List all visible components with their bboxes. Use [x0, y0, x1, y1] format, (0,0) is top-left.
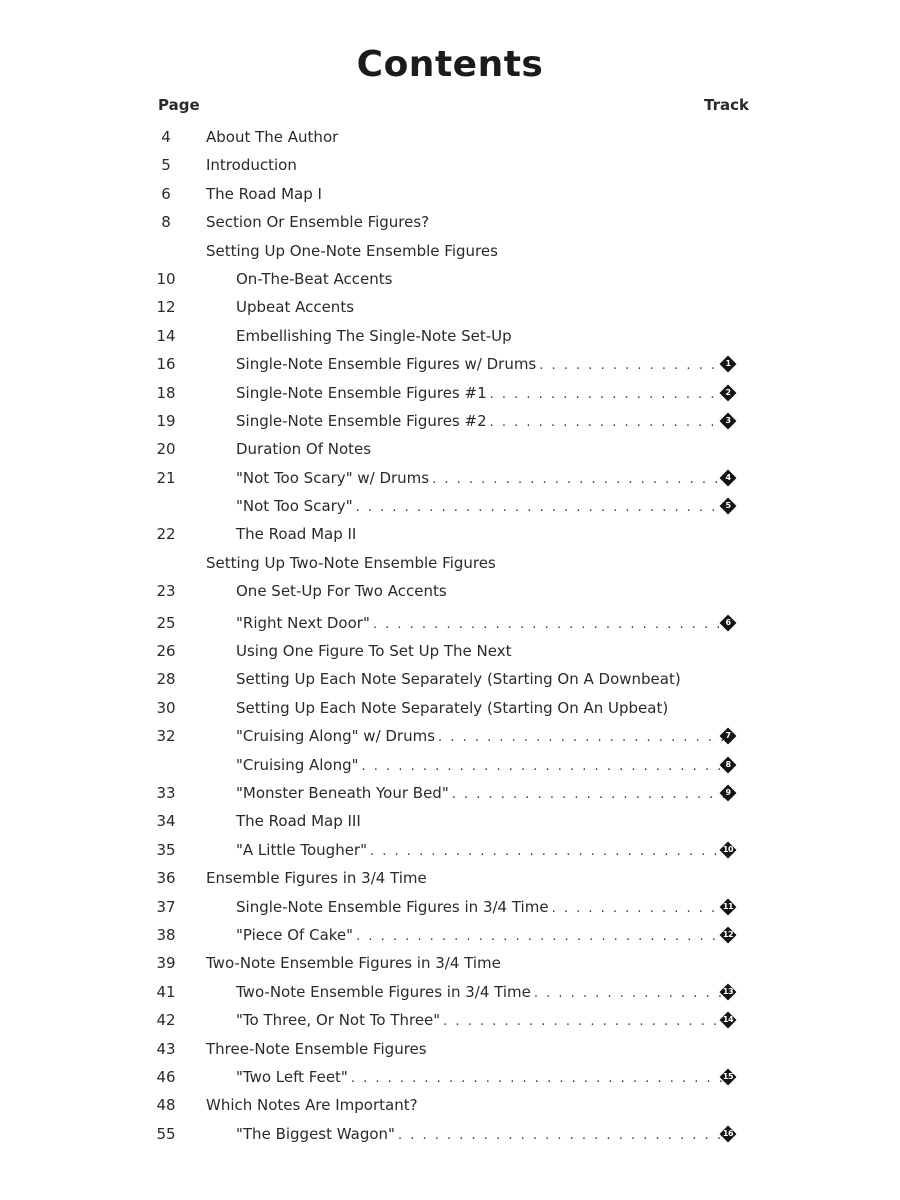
toc-entry[interactable]: [0, 577, 900, 605]
toc-entry-title: The Road Map I: [206, 184, 322, 203]
toc-entry-body: [206, 123, 732, 151]
toc-entry[interactable]: [0, 464, 900, 492]
dot-leader: [373, 611, 732, 639]
toc-entry[interactable]: [0, 379, 900, 407]
track-number: 6: [725, 617, 731, 627]
toc-page-number: 5: [161, 156, 171, 175]
dot-leader: [438, 724, 732, 752]
toc-page-number: 34: [156, 812, 176, 831]
toc-entry-title: Two-Note Ensemble Figures in 3/4 Time: [206, 954, 501, 973]
toc-entry-body: [236, 1120, 732, 1150]
track-number: 3: [725, 415, 731, 425]
track-number: 7: [725, 731, 731, 741]
dot-leader: [362, 753, 732, 781]
toc-entry[interactable]: [0, 1063, 900, 1091]
toc-entry[interactable]: [0, 549, 900, 577]
toc-entry[interactable]: [0, 1091, 900, 1119]
toc-entry-title: Section Or Ensemble Figures?: [206, 213, 430, 232]
toc-page-number: 14: [156, 326, 176, 345]
toc-entry-body: [236, 1063, 732, 1093]
toc-entry-title: "Not Too Scary" w/ Drums: [236, 468, 430, 487]
track-number-badge: [720, 615, 736, 631]
toc-entry[interactable]: [0, 180, 900, 208]
toc-entry-title: Embellishing The Single-Note Set-Up: [236, 326, 512, 345]
toc-entry-body: [236, 322, 732, 350]
toc-entry-title: Setting Up One-Note Ensemble Figures: [206, 241, 498, 260]
toc-entry[interactable]: [0, 807, 900, 835]
dot-leader: [356, 923, 732, 951]
toc-page-number: 20: [156, 440, 176, 459]
toc-entry-body: [206, 949, 732, 977]
toc-entry[interactable]: [0, 949, 900, 977]
page-column-header: Page: [158, 96, 200, 114]
track-number: 15: [722, 1071, 734, 1081]
track-number-badge: [720, 842, 736, 858]
dot-leader: [398, 1122, 732, 1150]
toc-entry[interactable]: [0, 492, 900, 520]
toc-entry-body: [236, 893, 732, 923]
toc-page-number: 26: [156, 642, 176, 661]
toc-entry-body: [236, 637, 732, 665]
toc-entry-body: [206, 180, 732, 208]
toc-entry-title: Which Notes Are Important?: [206, 1096, 418, 1115]
toc-entry-body: [236, 577, 732, 605]
toc-entry-body: [206, 208, 732, 236]
toc-page-number: 23: [156, 582, 176, 601]
toc-entry-title: "A Little Tougher": [236, 840, 368, 859]
track-number-badge: [720, 927, 736, 943]
toc-page-number: 46: [156, 1067, 176, 1086]
track-number-badge: [720, 984, 736, 1000]
toc-entry-body: [236, 520, 732, 548]
toc-entry-title: Single-Note Ensemble Figures #1: [236, 383, 487, 402]
toc-page-number: 33: [156, 783, 176, 802]
toc-page-number: 8: [161, 213, 171, 232]
toc-page-number: 38: [156, 925, 176, 944]
toc-entry-title: "Cruising Along": [236, 755, 359, 774]
toc-entry-body: [236, 722, 732, 752]
table-of-contents: [0, 123, 900, 1148]
toc-entry-title: Ensemble Figures in 3/4 Time: [206, 869, 427, 888]
toc-entry-body: [206, 864, 732, 892]
track-column-header: Track: [704, 96, 749, 114]
track-number-badge: [720, 413, 736, 429]
track-number: 11: [722, 901, 734, 911]
toc-page-number: 18: [156, 383, 176, 402]
dot-leader: [443, 1008, 732, 1036]
toc-entry[interactable]: [0, 609, 900, 637]
toc-entry-title: Setting Up Each Note Separately (Starting On A Downbeat): [236, 670, 681, 689]
toc-entry-title: "Cruising Along" w/ Drums: [236, 727, 436, 746]
toc-entry[interactable]: [0, 520, 900, 548]
toc-entry-body: [236, 407, 732, 437]
track-number-badge: [720, 899, 736, 915]
toc-entry-title: One Set-Up For Two Accents: [236, 582, 447, 601]
track-number-badge: [720, 498, 736, 514]
toc-page-number: 22: [156, 525, 176, 544]
track-number: 14: [722, 1015, 734, 1025]
dot-leader: [432, 466, 732, 494]
toc-entry[interactable]: [0, 1035, 900, 1063]
toc-entry-title: Upbeat Accents: [236, 298, 355, 317]
toc-page-number: 43: [156, 1039, 176, 1058]
toc-page-number: 6: [161, 184, 171, 203]
toc-entry[interactable]: [0, 435, 900, 463]
toc-entry[interactable]: [0, 123, 900, 151]
track-number: 8: [725, 759, 731, 769]
toc-page-number: 48: [156, 1096, 176, 1115]
track-number: 12: [722, 929, 734, 939]
toc-entry-title: The Road Map III: [236, 812, 361, 831]
toc-page-number: 36: [156, 869, 176, 888]
toc-entry-title: Single-Note Ensemble Figures w/ Drums: [236, 355, 537, 374]
dot-leader: [490, 409, 732, 437]
toc-entry[interactable]: [0, 694, 900, 722]
toc-entry-body: [236, 350, 732, 380]
track-number-badge: [720, 385, 736, 401]
toc-entry-title: Setting Up Each Note Separately (Starting On An Upbeat): [236, 698, 669, 717]
track-number: 16: [722, 1128, 734, 1138]
toc-entry-title: Setting Up Two-Note Ensemble Figures: [206, 553, 496, 572]
toc-page-number: 28: [156, 670, 176, 689]
toc-entry[interactable]: [0, 779, 900, 807]
track-number-badge: [720, 728, 736, 744]
toc-entry-title: "Two Left Feet": [236, 1067, 348, 1086]
track-number-badge: [720, 785, 736, 801]
toc-entry-body: [236, 921, 732, 951]
toc-entry-body: [206, 549, 732, 577]
toc-entry-body: [236, 265, 732, 293]
toc-entry-body: [206, 1091, 732, 1119]
dot-leader: [539, 352, 732, 380]
toc-entry[interactable]: [0, 978, 900, 1006]
toc-entry-body: [236, 464, 732, 494]
track-number: 5: [725, 501, 731, 511]
toc-entry[interactable]: [0, 151, 900, 179]
toc-page-number: 12: [156, 298, 176, 317]
toc-entry-title: "The Biggest Wagon": [236, 1124, 395, 1143]
toc-page-number: 41: [156, 982, 176, 1001]
track-number: 4: [725, 472, 731, 482]
toc-entry-body: [236, 435, 732, 463]
toc-entry-body: [206, 1035, 732, 1063]
toc-entry[interactable]: [0, 237, 900, 265]
toc-entry-title: Duration Of Notes: [236, 440, 372, 459]
toc-page-number: 35: [156, 840, 176, 859]
toc-entry[interactable]: [0, 1006, 900, 1034]
toc-entry-title: "Right Next Door": [236, 613, 370, 632]
toc-entry[interactable]: [0, 864, 900, 892]
toc-entry[interactable]: [0, 350, 900, 378]
toc-entry[interactable]: [0, 722, 900, 750]
toc-entry[interactable]: [0, 637, 900, 665]
toc-entry[interactable]: [0, 1120, 900, 1148]
toc-entry[interactable]: [0, 665, 900, 693]
toc-entry-body: [236, 751, 732, 781]
toc-entry-title: Three-Note Ensemble Figures: [206, 1039, 427, 1058]
dot-leader: [452, 781, 732, 809]
toc-entry-title: Single-Note Ensemble Figures #2: [236, 411, 487, 430]
toc-entry-title: The Road Map II: [236, 525, 357, 544]
toc-entry-body: [206, 151, 732, 179]
toc-entry[interactable]: [0, 208, 900, 236]
track-number-badge: [720, 356, 736, 372]
dot-leader: [370, 838, 732, 866]
toc-entry-title: "Monster Beneath Your Bed": [236, 783, 449, 802]
toc-entry[interactable]: [0, 407, 900, 435]
toc-entry-body: [236, 492, 732, 522]
toc-entry-body: [236, 379, 732, 409]
track-number-badge: [720, 757, 736, 773]
track-number-badge: [720, 1126, 736, 1142]
toc-entry-body: [236, 807, 732, 835]
dot-leader: [534, 980, 732, 1008]
toc-entry[interactable]: [0, 322, 900, 350]
toc-entry-body: [236, 779, 732, 809]
toc-entry-title: On-The-Beat Accents: [236, 269, 393, 288]
toc-page-number: 4: [161, 128, 171, 146]
toc-entry-body: [206, 237, 732, 265]
toc-entry-body: [236, 293, 732, 321]
toc-page-number: 16: [156, 355, 176, 374]
track-number: 9: [725, 787, 731, 797]
toc-page-number: 37: [156, 897, 176, 916]
toc-page-number: 25: [156, 613, 176, 632]
track-number-badge: [720, 1012, 736, 1028]
toc-entry-body: [236, 836, 732, 866]
toc-entry[interactable]: [0, 921, 900, 949]
track-number: 10: [722, 844, 734, 854]
toc-page-number: 30: [156, 698, 176, 717]
track-number-badge: [720, 1069, 736, 1085]
dot-leader: [351, 1065, 732, 1093]
toc-entry-title: Using One Figure To Set Up The Next: [236, 642, 512, 661]
track-number: 13: [722, 986, 734, 996]
toc-entry-title: "Not Too Scary": [236, 497, 353, 516]
toc-page-number: 39: [156, 954, 176, 973]
toc-entry-body: [236, 1006, 732, 1036]
toc-page-number: 32: [156, 727, 176, 746]
dot-leader: [552, 895, 732, 923]
toc-entry-body: [236, 665, 732, 693]
toc-entry-body: [236, 609, 732, 639]
toc-entry[interactable]: [0, 836, 900, 864]
toc-entry-title: "To Three, Or Not To Three": [236, 1011, 441, 1030]
toc-entry-title: Single-Note Ensemble Figures in 3/4 Time: [236, 897, 549, 916]
track-number: 2: [725, 387, 731, 397]
toc-entry[interactable]: [0, 751, 900, 779]
toc-page-number: 19: [156, 411, 176, 430]
dot-leader: [356, 494, 732, 522]
toc-entry[interactable]: [0, 265, 900, 293]
toc-entry-title: Two-Note Ensemble Figures in 3/4 Time: [236, 982, 531, 1001]
toc-page-number: 10: [156, 269, 176, 288]
track-number: 1: [725, 359, 731, 369]
toc-page-number: 42: [156, 1011, 176, 1030]
toc-entry-body: [236, 978, 732, 1008]
page-title: Contents: [356, 44, 544, 85]
track-number-badge: [720, 470, 736, 486]
toc-entry-title: Introduction: [206, 156, 297, 175]
toc-page-number: 55: [156, 1124, 176, 1143]
toc-entry[interactable]: [0, 893, 900, 921]
toc-page-number: 21: [156, 468, 176, 487]
dot-leader: [490, 381, 732, 409]
toc-entry[interactable]: [0, 293, 900, 321]
toc-entry-body: [236, 694, 732, 722]
toc-entry-title: "Piece Of Cake": [236, 925, 354, 944]
toc-entry-title: About The Author: [206, 128, 339, 146]
